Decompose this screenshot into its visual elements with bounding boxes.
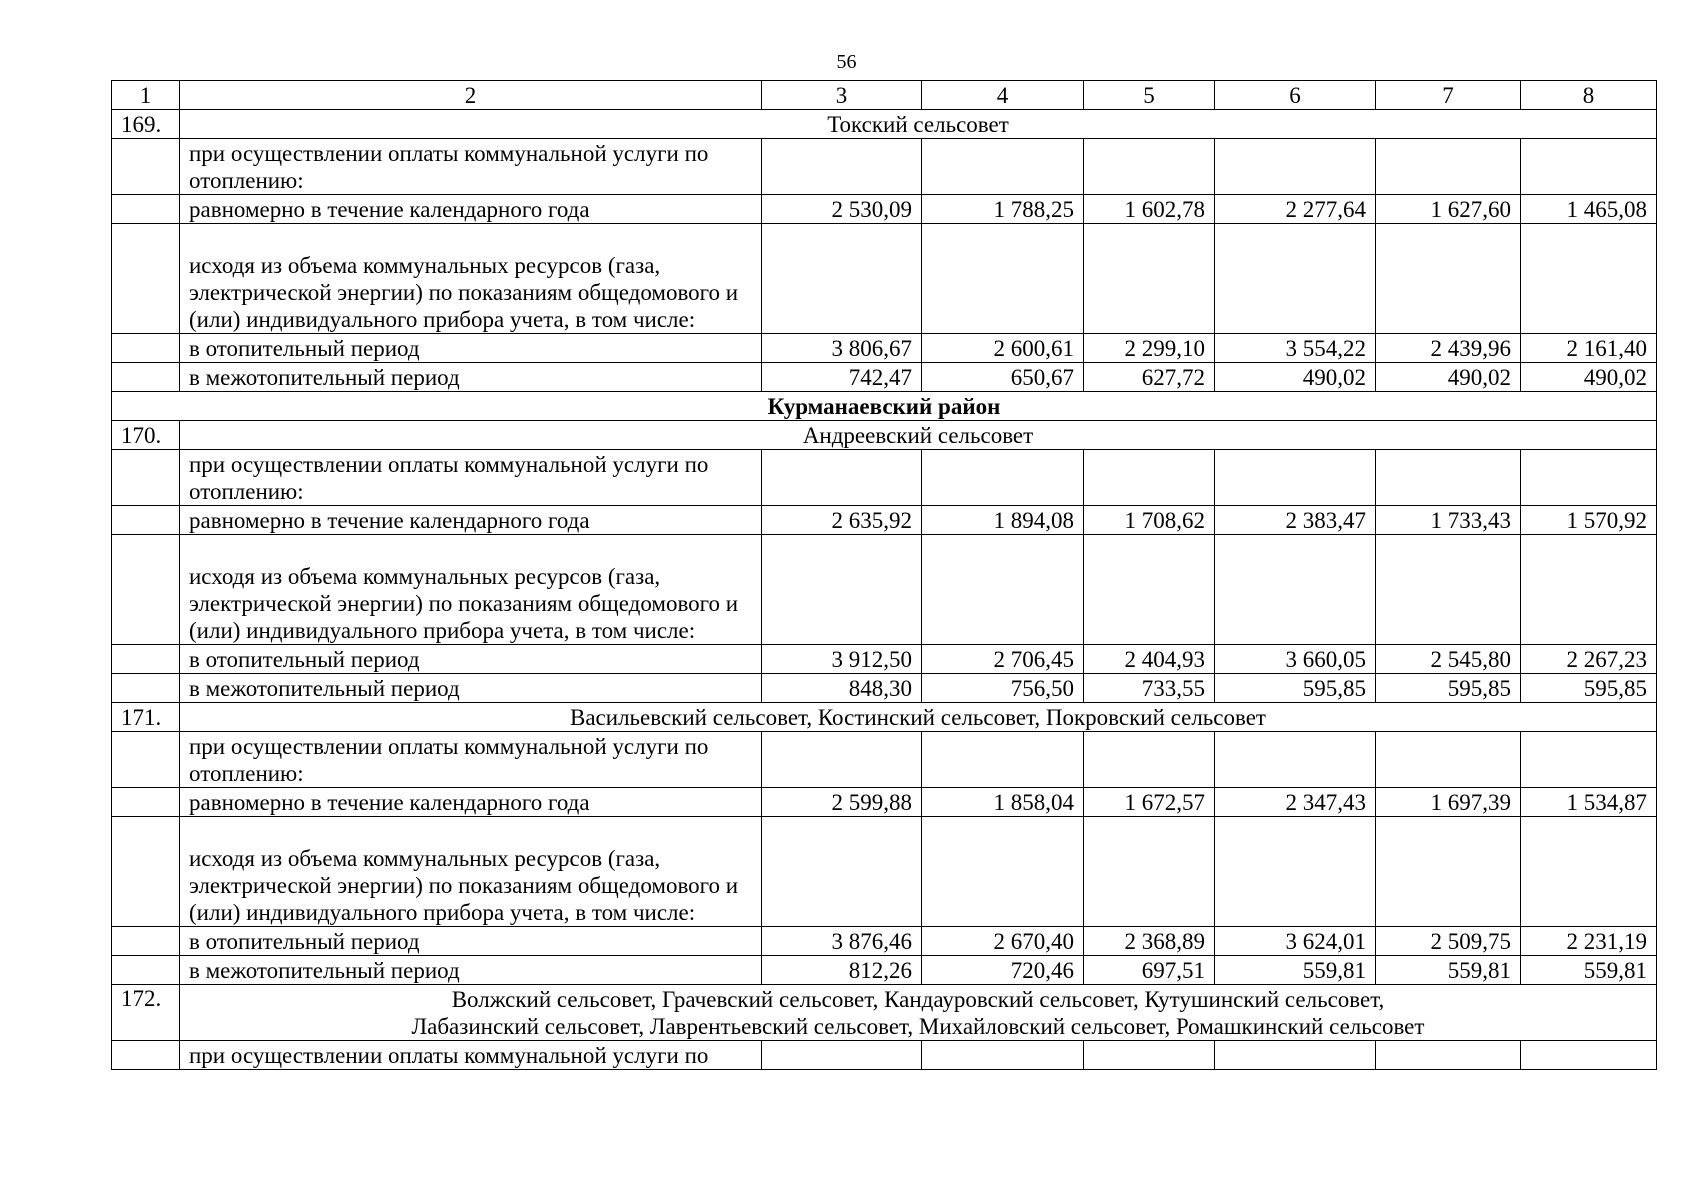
table-row: [112, 956, 1657, 985]
section-header-row: [112, 110, 1657, 139]
table-row: [112, 788, 1657, 817]
value-cell: 1 602,78: [1084, 195, 1215, 224]
value-cell: 2 635,92: [762, 506, 922, 535]
value-cell: 1 894,08: [922, 506, 1084, 535]
value-cell: 2 383,47: [1215, 506, 1376, 535]
row-label: исходя из объема коммунальных ресурсов (газа, электрической энергии) по показаниям общедомового и (или) индивидуального прибора учета, в том числе:: [180, 817, 762, 927]
table-row: [112, 732, 1657, 788]
row-label: исходя из объема коммунальных ресурсов (газа, электрической энергии) по показаниям общедомового и (или) индивидуального прибора учета, в том числе:: [180, 535, 762, 645]
table-row: [112, 195, 1657, 224]
value-cell: 2 404,93: [1084, 645, 1215, 674]
table-row: [112, 645, 1657, 674]
value-cell: 490,02: [1376, 363, 1521, 392]
value-cell: 3 912,50: [762, 645, 922, 674]
section-title: Андреевский сельсовет: [180, 421, 1657, 450]
value-cell: 1 858,04: [922, 788, 1084, 817]
value-cell: 1 627,60: [1376, 195, 1521, 224]
page-number: 56: [836, 51, 857, 73]
section-title-line: Волжский сельсовет, Грачевский сельсовет, Кандауровский сельсовет, Кутушинский сельсовет,: [451, 987, 1385, 1012]
value-cell: 3 624,01: [1215, 927, 1376, 956]
column-number: 2: [180, 81, 762, 110]
value-cell: 1 708,62: [1084, 506, 1215, 535]
column-number: 8: [1521, 81, 1657, 110]
value-cell: 2 277,64: [1215, 195, 1376, 224]
value-cell: 627,72: [1084, 363, 1215, 392]
value-cell: 595,85: [1215, 674, 1376, 703]
value-cell: 595,85: [1521, 674, 1657, 703]
column-number: 7: [1376, 81, 1521, 110]
value-cell: 490,02: [1521, 363, 1657, 392]
row-label: при осуществлении оплаты коммунальной услуги по: [180, 1041, 762, 1070]
value-cell: 1 733,43: [1376, 506, 1521, 535]
value-cell: 2 161,40: [1521, 334, 1657, 363]
value-cell: 720,46: [922, 956, 1084, 985]
table-row: [112, 674, 1657, 703]
table-row: [112, 1041, 1657, 1070]
value-cell: 559,81: [1521, 956, 1657, 985]
value-cell: 3 660,05: [1215, 645, 1376, 674]
column-number: 6: [1215, 81, 1376, 110]
value-cell: 2 267,23: [1521, 645, 1657, 674]
value-cell: 733,55: [1084, 674, 1215, 703]
value-cell: 2 299,10: [1084, 334, 1215, 363]
section-number: 172.: [112, 985, 180, 1041]
value-cell: 595,85: [1376, 674, 1521, 703]
row-label: в отопительный период: [180, 334, 762, 363]
value-cell: 490,02: [1215, 363, 1376, 392]
table-row: [112, 927, 1657, 956]
value-cell: 848,30: [762, 674, 922, 703]
section-number: 171.: [112, 703, 180, 732]
table-row: [112, 817, 1657, 927]
table-row: [112, 535, 1657, 645]
row-label: равномерно в течение календарного года: [180, 506, 762, 535]
value-cell: 2 347,43: [1215, 788, 1376, 817]
value-cell: 1 697,39: [1376, 788, 1521, 817]
value-cell: 1 570,92: [1521, 506, 1657, 535]
section-title: Токский сельсовет: [180, 110, 1657, 139]
column-number: 5: [1084, 81, 1215, 110]
tariff-table: [111, 80, 1657, 1070]
column-number: 1: [112, 81, 180, 110]
value-cell: 1 788,25: [922, 195, 1084, 224]
row-label: равномерно в течение календарного года: [180, 195, 762, 224]
value-cell: 697,51: [1084, 956, 1215, 985]
value-cell: 1 672,57: [1084, 788, 1215, 817]
section-number: 170.: [112, 421, 180, 450]
value-cell: 2 530,09: [762, 195, 922, 224]
table-row: [112, 363, 1657, 392]
value-cell: 2 509,75: [1376, 927, 1521, 956]
value-cell: 2 706,45: [922, 645, 1084, 674]
value-cell: 559,81: [1215, 956, 1376, 985]
row-label: в отопительный период: [180, 645, 762, 674]
column-number-row: [112, 81, 1657, 110]
value-cell: 3 806,67: [762, 334, 922, 363]
table-row: [112, 139, 1657, 195]
table-row: [112, 506, 1657, 535]
value-cell: 812,26: [762, 956, 922, 985]
value-cell: 2 368,89: [1084, 927, 1215, 956]
section-title: Васильевский сельсовет, Костинский сельсовет, Покровский сельсовет: [180, 703, 1657, 732]
table-row: [112, 450, 1657, 506]
value-cell: 2 600,61: [922, 334, 1084, 363]
value-cell: 650,67: [922, 363, 1084, 392]
value-cell: 2 670,40: [922, 927, 1084, 956]
section-header-row: [112, 703, 1657, 732]
column-number: 4: [922, 81, 1084, 110]
value-cell: 742,47: [762, 363, 922, 392]
row-label: в межотопительный период: [180, 674, 762, 703]
section-number: 169.: [112, 110, 180, 139]
row-label: при осуществлении оплаты коммунальной услуги по отоплению:: [180, 139, 762, 195]
table-row: [112, 224, 1657, 334]
row-label: в межотопительный период: [180, 363, 762, 392]
row-label: в отопительный период: [180, 927, 762, 956]
section-title: [180, 985, 1657, 1041]
value-cell: 2 231,19: [1521, 927, 1657, 956]
district-header-row: [112, 392, 1657, 421]
value-cell: 1 534,87: [1521, 788, 1657, 817]
value-cell: 2 439,96: [1376, 334, 1521, 363]
row-label: в межотопительный период: [180, 956, 762, 985]
row-label: исходя из объема коммунальных ресурсов (газа, электрической энергии) по показаниям общедомового и (или) индивидуального прибора учета, в том числе:: [180, 224, 762, 334]
value-cell: 1 465,08: [1521, 195, 1657, 224]
section-header-row: [112, 985, 1657, 1041]
value-cell: 559,81: [1376, 956, 1521, 985]
section-header-row: [112, 421, 1657, 450]
column-number: 3: [762, 81, 922, 110]
section-title-line: Лабазинский сельсовет, Лаврентьевский сельсовет, Михайловский сельсовет, Ромашкинский сельсовет: [411, 1014, 1425, 1039]
district-title: Курманаевский район: [112, 392, 1657, 421]
row-label: при осуществлении оплаты коммунальной услуги по отоплению:: [180, 450, 762, 506]
value-cell: 756,50: [922, 674, 1084, 703]
value-cell: 2 545,80: [1376, 645, 1521, 674]
row-label: равномерно в течение календарного года: [180, 788, 762, 817]
row-label: при осуществлении оплаты коммунальной услуги по отоплению:: [180, 732, 762, 788]
value-cell: 3 554,22: [1215, 334, 1376, 363]
value-cell: 2 599,88: [762, 788, 922, 817]
table-row: [112, 334, 1657, 363]
value-cell: 3 876,46: [762, 927, 922, 956]
